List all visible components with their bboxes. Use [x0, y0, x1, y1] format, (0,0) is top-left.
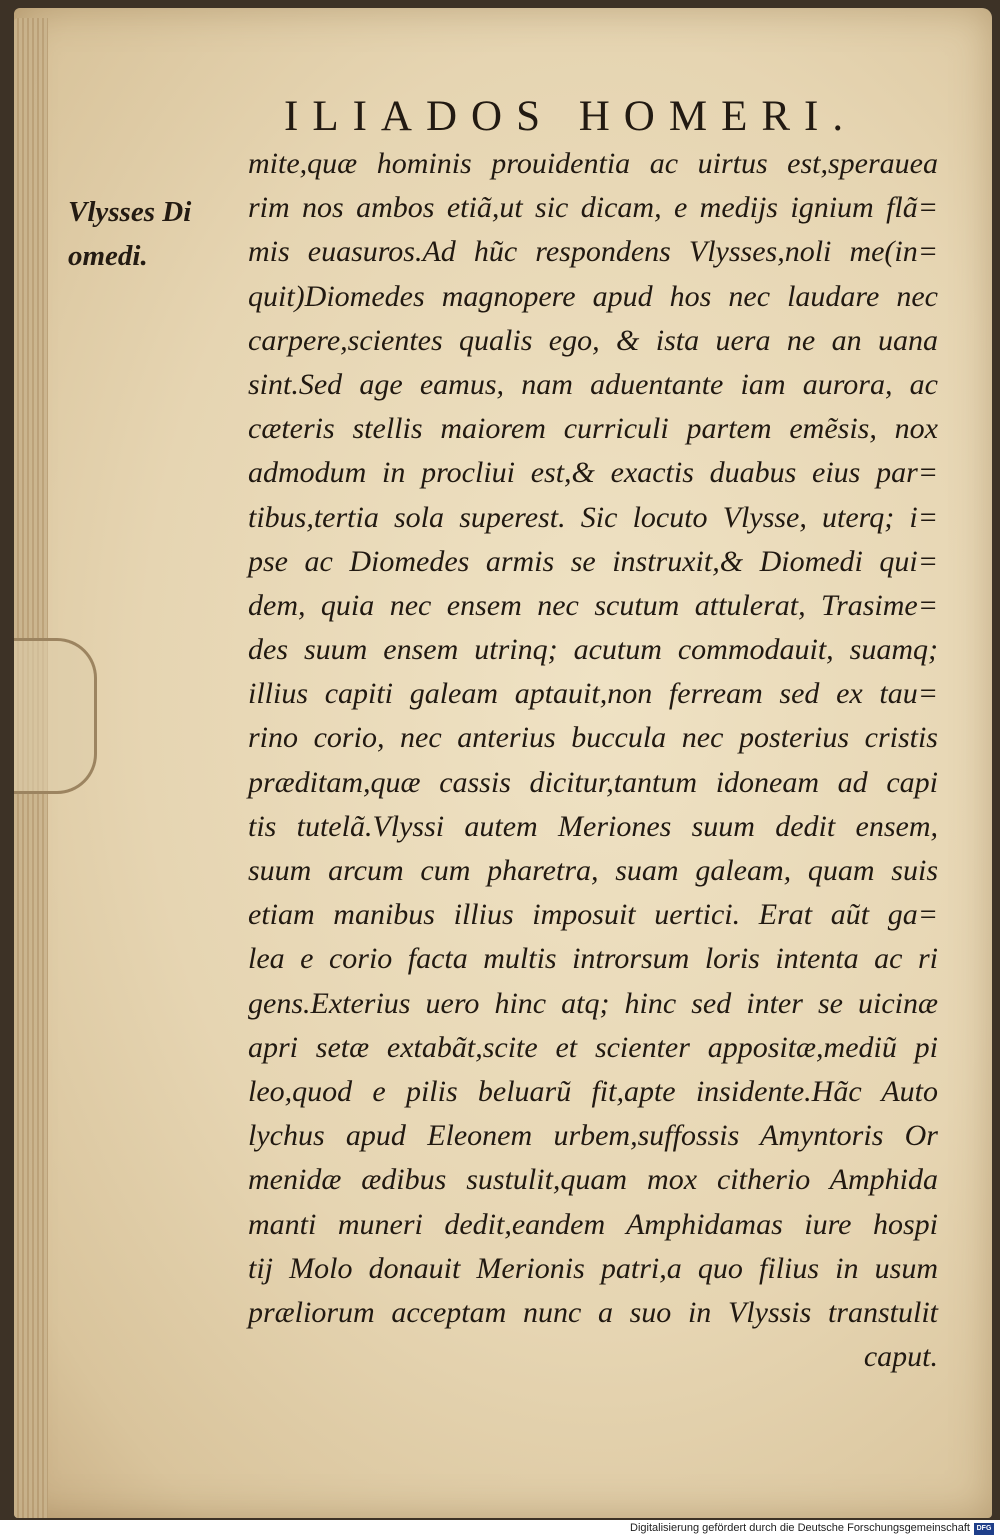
text-line: cæteris stellis maiorem curriculi partem emẽsis, nox [248, 412, 938, 446]
text-line: mis euasuros.Ad hũc respondens Vlysses,noli me(in= [248, 235, 938, 269]
text-line: sint.Sed age eamus, nam aduentante iam aurora, ac [248, 367, 938, 401]
digitization-footer [0, 1520, 1000, 1538]
text-line: des suum ensem utrinq; acutum commodauit, suamq; [248, 633, 938, 667]
marginal-note [68, 190, 238, 278]
text-line: illius capiti galeam aptauit,non ferream sed ex tau= [248, 677, 938, 711]
text-line: etiam manibus illius imposuit uertici. Erat aũt ga= [248, 898, 938, 932]
dfg-logo-icon: DFG [974, 1523, 994, 1535]
text-line: lychus apud Eleonem urbem,suffossis Amyntoris Or [248, 1119, 938, 1153]
text-line: leo,quod e pilis beluarũ fit,apte insidente.Hãc Auto [248, 1074, 938, 1108]
text-line: tis tutelã.Vlyssi autem Meriones suum dedit ensem, [248, 809, 938, 843]
text-line: præditam,quæ cassis dicitur,tantum idoneam ad capi [248, 765, 938, 799]
book-page [14, 8, 992, 1518]
text-line: quit)Diomedes magnopere apud hos nec laudare nec [248, 279, 938, 313]
text-line: pse ac Diomedes armis se instruxit,& Diomedi qui= [248, 544, 938, 578]
text-line: suum arcum cum pharetra, suam galeam, quam suis [248, 854, 938, 887]
text-line: manti muneri dedit,eandem Amphidamas iure hospi [248, 1207, 938, 1241]
text-line: rino corio, nec anterius buccula nec posterius cristis [248, 721, 938, 755]
marginal-note-line: Vlysses Di [68, 196, 192, 228]
text-line: menidæ ædibus sustulit,quam mox citherio Amphida [248, 1163, 938, 1197]
body-text [248, 142, 938, 1379]
text-line: dem, quia nec ensem nec scutum attulerat, Trasime= [248, 588, 938, 622]
marginal-note-line: omedi. [68, 240, 148, 272]
text-line: gens.Exterius uero hinc atq; hinc sed inter se uicinæ [248, 986, 938, 1020]
text-line: rim nos ambos etiã,ut sic dicam, e medijs ignium flã= [248, 191, 938, 225]
running-head: ILIADOS HOMERI. [284, 93, 858, 140]
text-line: admodum in procliui est,& exactis duabus eius par= [248, 456, 938, 490]
text-line: tibus,tertia sola superest. Sic locuto Vlysse, uterq; i= [248, 500, 938, 534]
text-line: carpere,scientes qualis ego, & ista uera ne an uana [248, 323, 938, 357]
page-tab-marker [14, 638, 97, 794]
text-line: mite,quæ hominis prouidentia ac uirtus est,sperauea [248, 147, 938, 180]
footer-credit: Digitalisierung gefördert durch die Deutsche Forschungsgemeinschaft [630, 1522, 970, 1534]
text-line: præliorum acceptam nunc a suo in Vlyssis transtulit [248, 1295, 938, 1329]
text-line: apri setæ extabãt,scite et scienter appositæ,mediũ pi [248, 1030, 938, 1064]
catchword: caput. [863, 1340, 938, 1374]
text-line: lea e corio facta multis introrsum loris intenta ac ri [248, 942, 938, 976]
text-line: tij Molo donauit Merionis patri,a quo filius in usum [248, 1251, 938, 1285]
